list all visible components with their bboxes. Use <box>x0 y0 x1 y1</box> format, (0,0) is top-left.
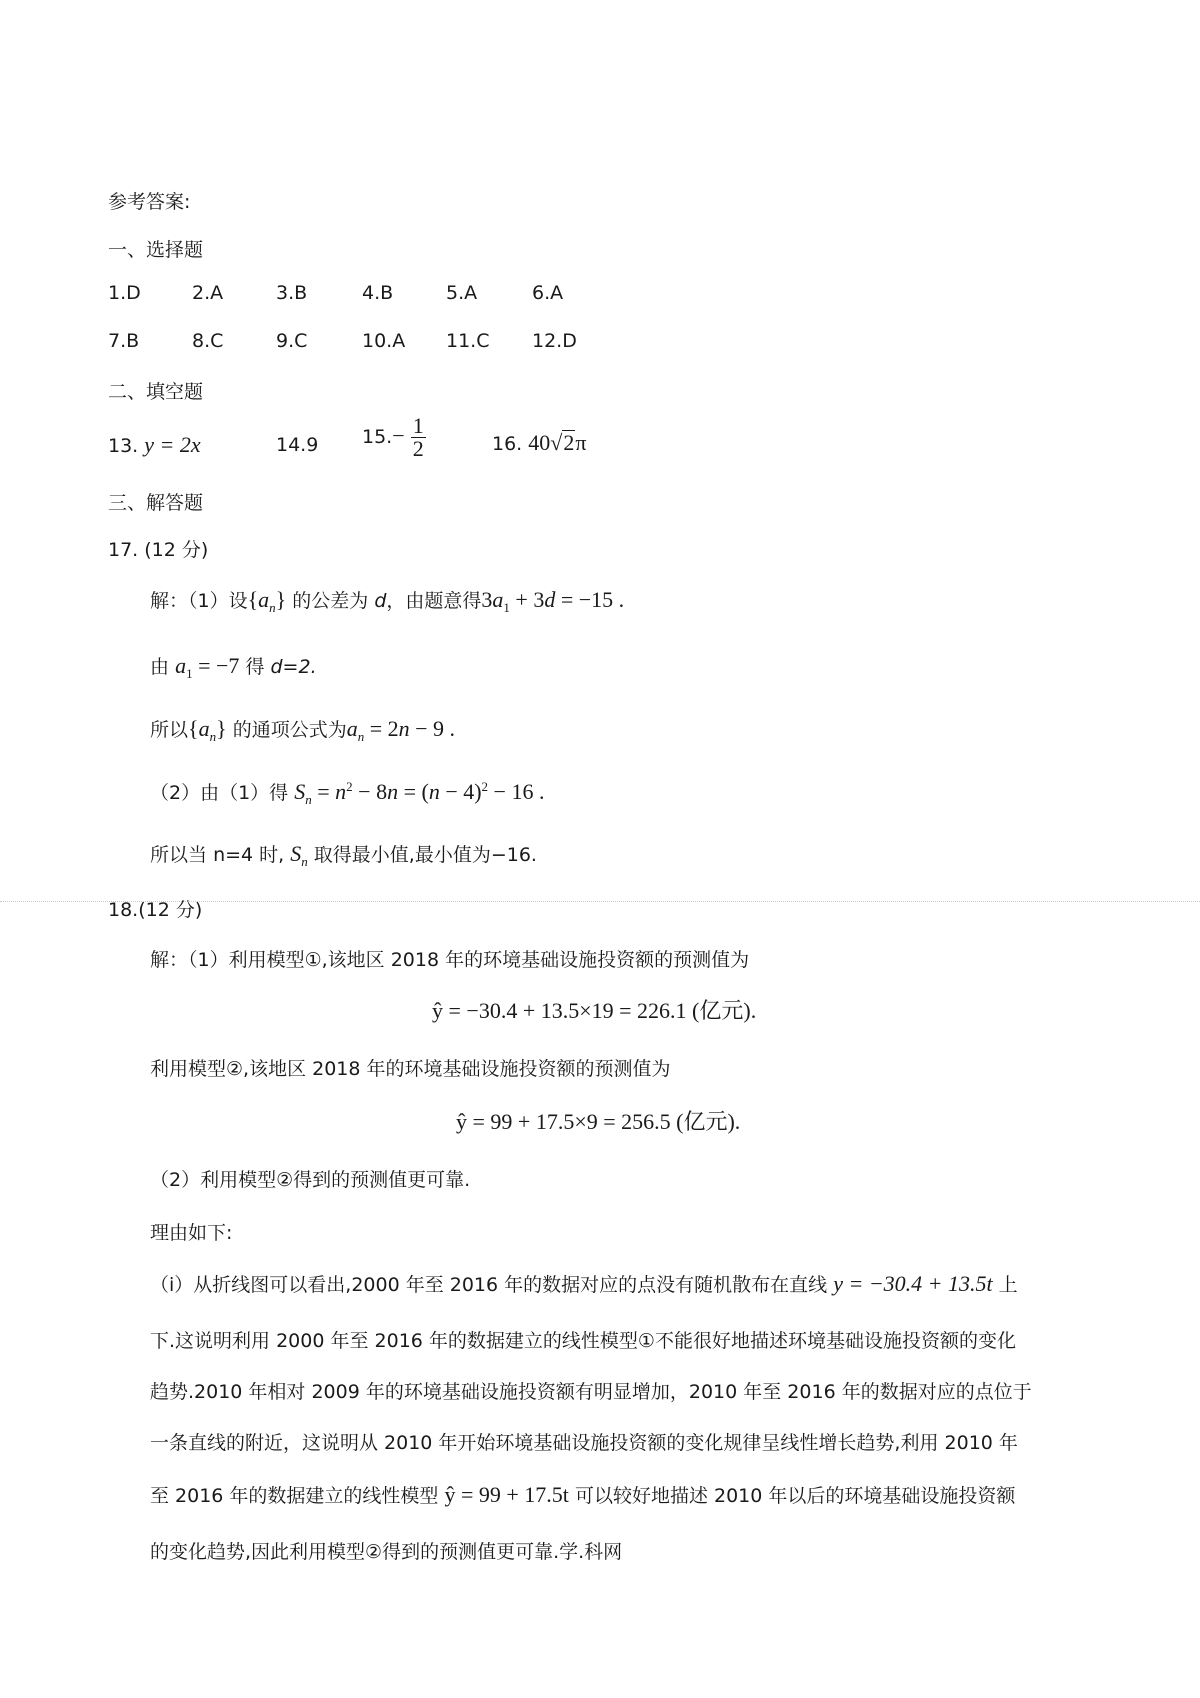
choice-answer: 2.A <box>192 282 224 304</box>
answer-title: 参考答案: <box>108 191 191 213</box>
choice-answer: 3.B <box>276 282 308 304</box>
choice-answer: 11.C <box>446 330 490 352</box>
fill-answer-15: 15.− $\frac{1}{2}$ <box>362 413 424 461</box>
problem-18-para-line-1: （ⅰ）从折线图可以看出,2000 年至 2016 年的数据对应的点没有随机散布在直线 y = −30.4 + 13.5t 上 <box>150 1271 1018 1296</box>
problem-18-line-3: （2）利用模型②得到的预测值更可靠. <box>150 1169 471 1191</box>
choice-answer: 1.D <box>108 282 141 304</box>
problem-17-line-3: 所以$\{a_n\}$ 的通项公式为$a_n = 2n - 9$ . <box>150 716 456 744</box>
problem-18-line-2: 利用模型②,该地区 2018 年的环境基础设施投资额的预测值为 <box>150 1058 671 1080</box>
problem-18-para-line-2: 下.这说明利用 2000 年至 2016 年的数据建立的线性模型①不能很好地描述环境基础设施投资额的变化 <box>150 1330 1016 1352</box>
choice-answer: 8.C <box>192 330 224 352</box>
problem-17-header: 17. (12 分) <box>108 539 209 561</box>
choice-answer: 5.A <box>446 282 478 304</box>
choice-answer: 7.B <box>108 330 140 352</box>
choice-answer: 9.C <box>276 330 308 352</box>
choice-answer: 6.A <box>532 282 564 304</box>
problem-17-line-1: 解：（1）设$\{a_n\}$ 的公差为 d，由题意得$3a_1 + 3d = -15$ . <box>150 587 625 615</box>
problem-18-header: 18.(12 分) <box>108 899 203 921</box>
problem-17-line-5: 所以当 n=4 时, $S_n$ 取得最小值,最小值为−16. <box>150 841 537 869</box>
choice-answer: 12.D <box>532 330 577 352</box>
problem-18-para-line-3: 趋势.2010 年相对 2009 年的环境基础设施投资额有明显增加，2010 年至 2016 年的数据对应的点位于 <box>150 1381 1032 1403</box>
problem-18-para-line-4: 一条直线的附近，这说明从 2010 年开始环境基础设施投资额的变化规律呈线性增长趋势,利用 2010 年 <box>150 1432 1018 1454</box>
fill-answer-14: 14.9 <box>276 434 319 456</box>
problem-18-equation-2: ŷ = 99 + 17.5×9 = 256.5 (亿元). <box>456 1109 741 1134</box>
choice-answer: 4.B <box>362 282 394 304</box>
problem-18-para-line-6: 的变化趋势,因此利用模型②得到的预测值更可靠.学.科网 <box>150 1541 623 1563</box>
fill-answer-13: 13. y = 2x <box>108 432 201 457</box>
problem-17-line-4: （2）由（1）得 $S_n = n^2 - 8n = (n - 4)^2 - 16$ . <box>150 779 545 807</box>
problem-17-line-2: 由 $a_1 = -7$ 得 d=2. <box>150 653 317 681</box>
problem-18-equation-1: ŷ = −30.4 + 13.5×19 = 226.1 (亿元). <box>432 998 757 1023</box>
fill-answer-16: 16. 40√2π <box>492 430 587 455</box>
section-heading-fill: 二、填空题 <box>108 381 204 403</box>
problem-18-line-4: 理由如下: <box>150 1222 233 1244</box>
problem-18-line-1: 解：（1）利用模型①,该地区 2018 年的环境基础设施投资额的预测值为 <box>150 949 750 971</box>
choice-answer: 10.A <box>362 330 406 352</box>
section-heading-choice: 一、选择题 <box>108 239 204 261</box>
problem-18-para-line-5: 至 2016 年的数据建立的线性模型 ŷ = 99 + 17.5t 可以较好地描述 2010 年以后的环境基础设施投资额 <box>150 1482 1016 1507</box>
fraction: $\frac{1}{2}$ <box>412 413 424 461</box>
section-heading-solve: 三、解答题 <box>108 492 204 514</box>
